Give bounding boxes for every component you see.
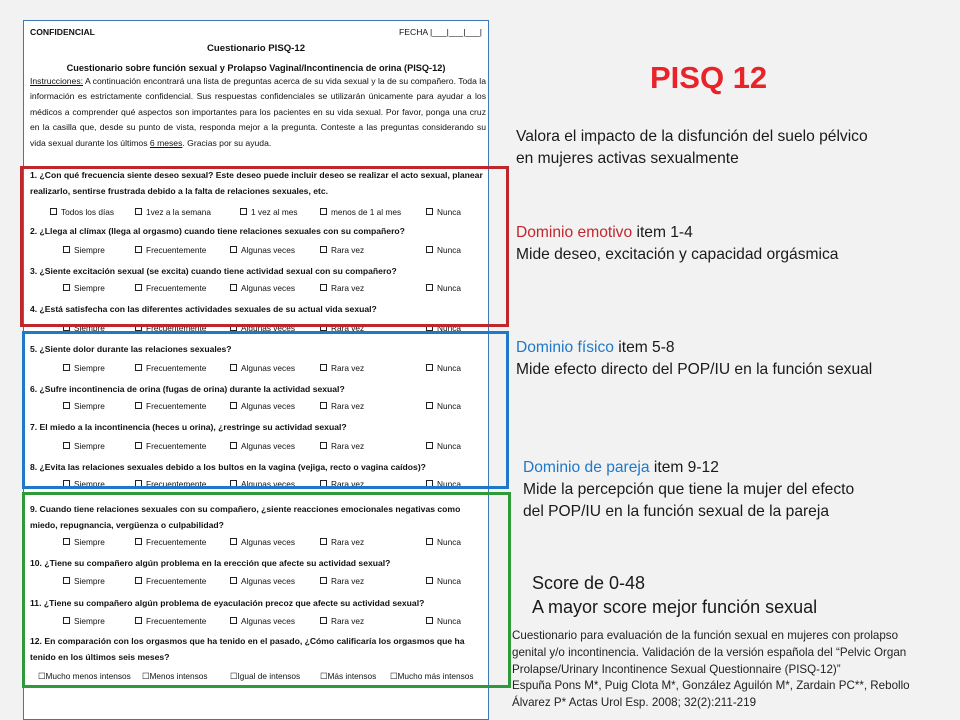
instructions-label: Instrucciones: [30,76,84,86]
option-label: Siempre [74,245,105,255]
option-label: ☐Mucho más intensos [390,671,474,681]
option-label: Rara vez [331,441,365,451]
questionnaire-title: Cuestionario PISQ-12 [206,43,306,54]
reference-line: genital y/o incontinencia. Validación de la versión española del “Pelvic Organ [512,645,907,659]
question-4: 4. ¿Está satisfecha con las diferentes actividades sexuales de su actual vida sexual? [30,304,377,314]
option-label: Siempre [74,323,105,333]
option-label: Rara vez [331,245,365,255]
intro-line-2: en mujeres activas sexualmente [516,150,739,167]
option-label: Siempre [74,363,105,373]
option-label: Nunca [437,537,461,547]
intro-text [516,126,868,170]
option-label: ☐Igual de intensos [230,671,301,681]
option-label: 1vez a la semana [146,207,212,217]
option-label: Nunca [437,401,461,411]
option-label: Nunca [437,441,461,451]
pareja-heading [523,457,854,479]
pareja-domain-text [523,457,854,523]
option-label: Rara vez [331,323,365,333]
option-label: Siempre [74,576,105,586]
option-label: Algunas veces [241,401,295,411]
option-label: Nunca [437,323,461,333]
question-12: 12. En comparación con los orgasmos que ha tenido en el pasado, ¿Cómo calificaría los orgasmos que ha tenido en los últimos seis meses? [30,636,465,662]
pareja-items: item 9-12 [649,459,719,476]
confidential-label: CONFIDENCIAL [30,27,95,37]
pareja-description-2: del POP/IU en la función sexual de la pareja [523,503,829,520]
option-label: Rara vez [331,537,365,547]
score-interpretation: A mayor score mejor función sexual [532,597,818,617]
instructions-body: A continuación encontrará una lista de preguntas acerca de su vida sexual y la de su compañero. Toda la información es estrictamente confidencial. Sus respuestas confidenciales se utilizarán únicamente para ayudar a los médicos a comprender qué aspectos son importantes para los pacientes en su vida sexual. Por favor, ponga una cruz en la casilla que, desde su punto de vista, responda mejor a la pregunta. Conteste a las preguntas considerando su vida sexual durante los últimos [30,76,486,148]
fisico-domain-text [516,337,872,381]
option-label: Algunas veces [241,245,295,255]
option-label: 1 vez al mes [251,207,298,217]
option-label: Siempre [74,479,105,489]
option-label: Siempre [74,441,105,451]
option-label: Rara vez [331,479,365,489]
option-label: Algunas veces [241,537,295,547]
emotivo-heading [516,222,838,244]
option-label: menos de 1 al mes [331,207,402,217]
option-label: Siempre [74,616,105,626]
option-label: Frecuentemente [146,576,207,586]
emotivo-description: Mide deseo, excitación y capacidad orgásmica [516,246,839,263]
fisico-heading [516,337,872,359]
option-label: Rara vez [331,283,365,293]
emotivo-items: item 1-4 [632,224,693,241]
question-3: 3. ¿Siente excitación sexual (se excita) cuando tiene actividad sexual con su compañero? [30,266,397,276]
reference-line: Prolapse/Urinary Incontinence Sexual Questionnaire (PISQ-12)” [512,662,841,676]
emotivo-label: Dominio emotivo [516,224,633,241]
option-label: Frecuentemente [146,323,207,333]
option-label: Frecuentemente [146,245,207,255]
question-8: 8. ¿Evita las relaciones sexuales debido a los bultos en la vagina (vejiga, recto o vagina caídos)? [30,462,426,472]
option-label: Algunas veces [241,576,295,586]
instructions [30,74,486,151]
emotivo-domain-text [516,222,838,266]
option-label: Rara vez [331,576,365,586]
option-label: Algunas veces [241,441,295,451]
option-label: Nunca [437,479,461,489]
option-label: Algunas veces [241,283,295,293]
option-label: Nunca [437,283,461,293]
option-label: Todos los días [61,207,115,217]
option-label: Frecuentemente [146,537,207,547]
option-label: ☐Más intensos [320,671,377,681]
option-label: Nunca [437,616,461,626]
option-label: Algunas veces [241,479,295,489]
question-1: 1. ¿Con qué frecuencia siente deseo sexual? Este deseo puede incluir deseo se realizar el acto sexual, planear realizarlo, sentirse frustrada debido a la falta de relaciones sexuales, etc. [30,170,483,196]
option-label: Nunca [437,576,461,586]
option-label: Frecuentemente [146,616,207,626]
pareja-label: Dominio de pareja [523,459,650,476]
question-11: 11. ¿Tiene su compañero algún problema de eyaculación precoz que afecte su actividad sexual? [30,598,425,608]
option-label: Rara vez [331,363,365,373]
fisico-domain-frame [22,331,509,489]
option-label: Frecuentemente [146,401,207,411]
fisico-label: Dominio físico [516,339,614,356]
intro-line-1: Valora el impacto de la disfunción del suelo pélvico [516,128,868,145]
reference-line: Álvarez P* Actas Urol Esp. 2008; 32(2):211-219 [512,696,757,710]
slide-title: PISQ 12 [650,60,768,95]
option-label: Frecuentemente [146,363,207,373]
score-range: Score de 0-48 [532,573,646,593]
option-label: Algunas veces [241,363,295,373]
option-label: Siempre [74,283,105,293]
option-label: ☐Menos intensos [142,671,208,681]
pareja-domain-frame [22,492,511,688]
reference-citation [512,628,952,712]
question-7: 7. El miedo a la incontinencia (heces u orina), ¿restringe su actividad sexual? [30,422,347,432]
option-label: Rara vez [331,616,365,626]
question-5: 5. ¿Siente dolor durante las relaciones sexuales? [30,344,232,354]
date-field: FECHA |___|___|___| [399,27,482,37]
reference-line: Cuestionario para evaluación de la función sexual en mujeres con prolapso [512,629,899,642]
option-label: Rara vez [331,401,365,411]
fisico-items: item 5-8 [613,339,675,356]
question-9: 9. Cuando tiene relaciones sexuales con su compañero, ¿siente reacciones emocionales negativas como miedo, repugnancia, vergüenza o culpabilidad? [30,504,461,530]
option-label: Siempre [74,537,105,547]
option-label: Frecuentemente [146,479,207,489]
instructions-end: . Gracias por su ayuda. [182,137,272,148]
question-2: 2. ¿Llega al clímax (llega al orgasmo) cuando tiene relaciones sexuales con su compañero? [30,226,405,236]
question-6: 6. ¿Sufre incontinencia de orina (fugas de orina) durante la actividad sexual? [30,384,345,394]
score-text [532,571,817,619]
emotivo-domain-frame [20,166,509,327]
option-label: Nunca [437,363,461,373]
option-label: Frecuentemente [146,283,207,293]
option-label: Frecuentemente [146,441,207,451]
instructions-period: 6 meses [149,137,183,148]
question-10: 10. ¿Tiene su compañero algún problema en la erección que afecte su actividad sexual? [30,558,391,568]
questionnaire-subtitle: Cuestionario sobre función sexual y Prolapso Vaginal/Incontinencia de orina (PISQ-12) [66,63,446,73]
option-label: ☐Mucho menos intensos [38,671,131,681]
option-label: Nunca [437,207,461,217]
reference-line: Espuña Pons M*, Puig Clota M*, González Aguilón M*, Zardain PC**, Rebollo [512,679,910,693]
option-label: Nunca [437,245,461,255]
option-label: Algunas veces [241,323,295,333]
fisico-description: Mide efecto directo del POP/IU en la función sexual [516,361,873,378]
pareja-description-1: Mide la percepción que tiene la mujer del efecto [523,481,855,498]
option-label: Algunas veces [241,616,295,626]
option-label: Siempre [74,401,105,411]
